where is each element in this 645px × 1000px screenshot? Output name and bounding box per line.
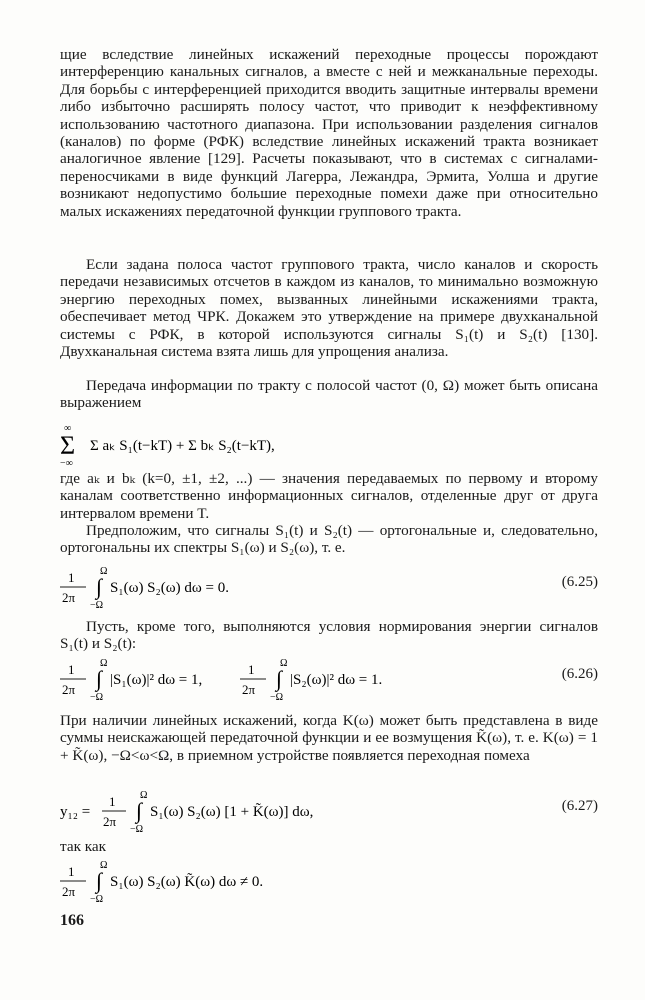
equation-body: S₁(ω) S₂(ω) K̃(ω) dω ≠ 0. [110,874,264,890]
int-upper: Ω [100,658,108,669]
frac-denominator: 2π [62,682,76,697]
sum1-lower: −∞ [60,458,73,468]
equation-final [60,856,598,906]
equation-body: S₁(ω) S₂(ω) [1 + K̃(ω)] dω, [150,804,314,820]
frac-numerator: 1 [68,570,75,585]
int-lower: −Ω [90,600,104,611]
equation-number: (6.25) [561,574,598,590]
int-upper: Ω [140,790,148,801]
int-upper: Ω [100,566,108,577]
equation-lhs: y₁₂ = [60,804,91,820]
frac-numerator-2: 1 [248,662,255,677]
equation-6-27-svg [60,786,520,836]
equation-sum-svg [60,420,598,468]
paragraph-7: При наличии линейных искажений, когда K(ω) может быть представлена в виде суммы неискажающей передаточной функции и ее возмущения K̃(ω), т. е. K(ω) = 1 + K̃(ω), −Ω<ω<Ω, в приемном устройстве появляется переходная помеха [60,712,598,764]
frac-denominator: 2π [62,884,76,899]
equation-6-25 [60,562,598,612]
equation-final-svg [60,856,500,906]
paragraph-1: щие вследствие линейных искажений переходные процессы порождают интерференцию канальных сигналов, а вместе с ней и межканальные переходы. Для борьбы с интерференцией приходится вводить защитные интервалы времени либо избыточно расширять полосу частот, что приводит к неэффективному использованию частотного диапазона. При использовании разделения сигналов (каналов) по форме (РФК) вследствие линейных искажений тракта возникает аналогичное явление [129]. Расчеты показывают, что в системах с сигналами-переносчиками в виде функций Лагерра, Лежандра, Эрмита, Уолша и другие возникают недопустимо большие переходные помехи даже при относительно малых искажениях передаточной функции группового тракта. [60,46,598,220]
paragraph-5: Предположим, что сигналы S₁(t) и S₂(t) — ортогональные и, следовательно, ортогональны их спектры S₁(ω) и S₂(ω), т. е. [60,522,598,557]
frac-numerator: 1 [68,864,75,879]
frac-numerator: 1 [109,794,116,809]
int-lower-2: −Ω [270,692,284,703]
paragraph-2: Если задана полоса частот группового тракта, число каналов и скорость передачи независимых отсчетов в каждом из каналов, то минимально возможную энергию переходных помех, вызванных линейными искажениями тракта, обеспечивает метод ЧРК. Докажем это утверждение на примере двухканальной системы с РФК, в которой используются сигналы S₁(t) и S₂(t) [130]. Двухканальная система взята лишь для упрощения анализа. [60,256,598,361]
frac-numerator: 1 [68,662,75,677]
equation-6-27 [60,786,598,836]
sum1-sign: Σ [60,431,76,460]
equation-number: (6.26) [561,666,598,682]
paragraph-6: Пусть, кроме того, выполняются условия нормирования энергии сигналов S₁(t) и S₂(t): [60,618,598,653]
paragraph-4: где aₖ и bₖ (k=0, ±1, ±2, ...) — значения передаваемых по первому и второму каналам соответственно информационных сигналов, отделенные друг от друга интервалом времени T. [60,470,598,522]
paragraph-3: Передача информации по тракту с полосой частот (0, Ω) может быть описана выражением [60,377,598,412]
equation-6-26-svg [60,654,500,704]
integral-sign: ∫ [136,798,143,823]
integral-sign: ∫ [96,574,103,599]
equation-body-1: |S₁(ω)|² dω = 1, [110,672,203,688]
int-lower: −Ω [90,692,104,703]
integral-sign: ∫ [96,666,103,691]
integral-sign-2: ∫ [276,666,283,691]
int-lower: −Ω [90,894,104,905]
page-number: 166 [60,912,84,929]
equation-sum [60,420,598,468]
equation-number: (6.27) [561,798,598,814]
equation-body-2: |S₂(ω)|² dω = 1. [290,672,383,688]
frac-denominator-2: 2π [242,682,256,697]
paragraph-8: так как [60,838,107,855]
int-upper-2: Ω [280,658,288,669]
equation-body: S₁(ω) S₂(ω) dω = 0. [110,580,229,596]
int-upper: Ω [100,860,108,871]
equation-6-26 [60,654,598,704]
int-lower: −Ω [130,824,144,835]
frac-denominator: 2π [62,590,76,605]
integral-sign: ∫ [96,868,103,893]
equation-6-25-svg [60,562,500,612]
sum-expression: Σ aₖ S₁(t−kT) + Σ bₖ S₂(t−kT), [90,438,275,454]
frac-denominator: 2π [103,814,117,829]
sum1-upper: ∞ [64,423,72,434]
